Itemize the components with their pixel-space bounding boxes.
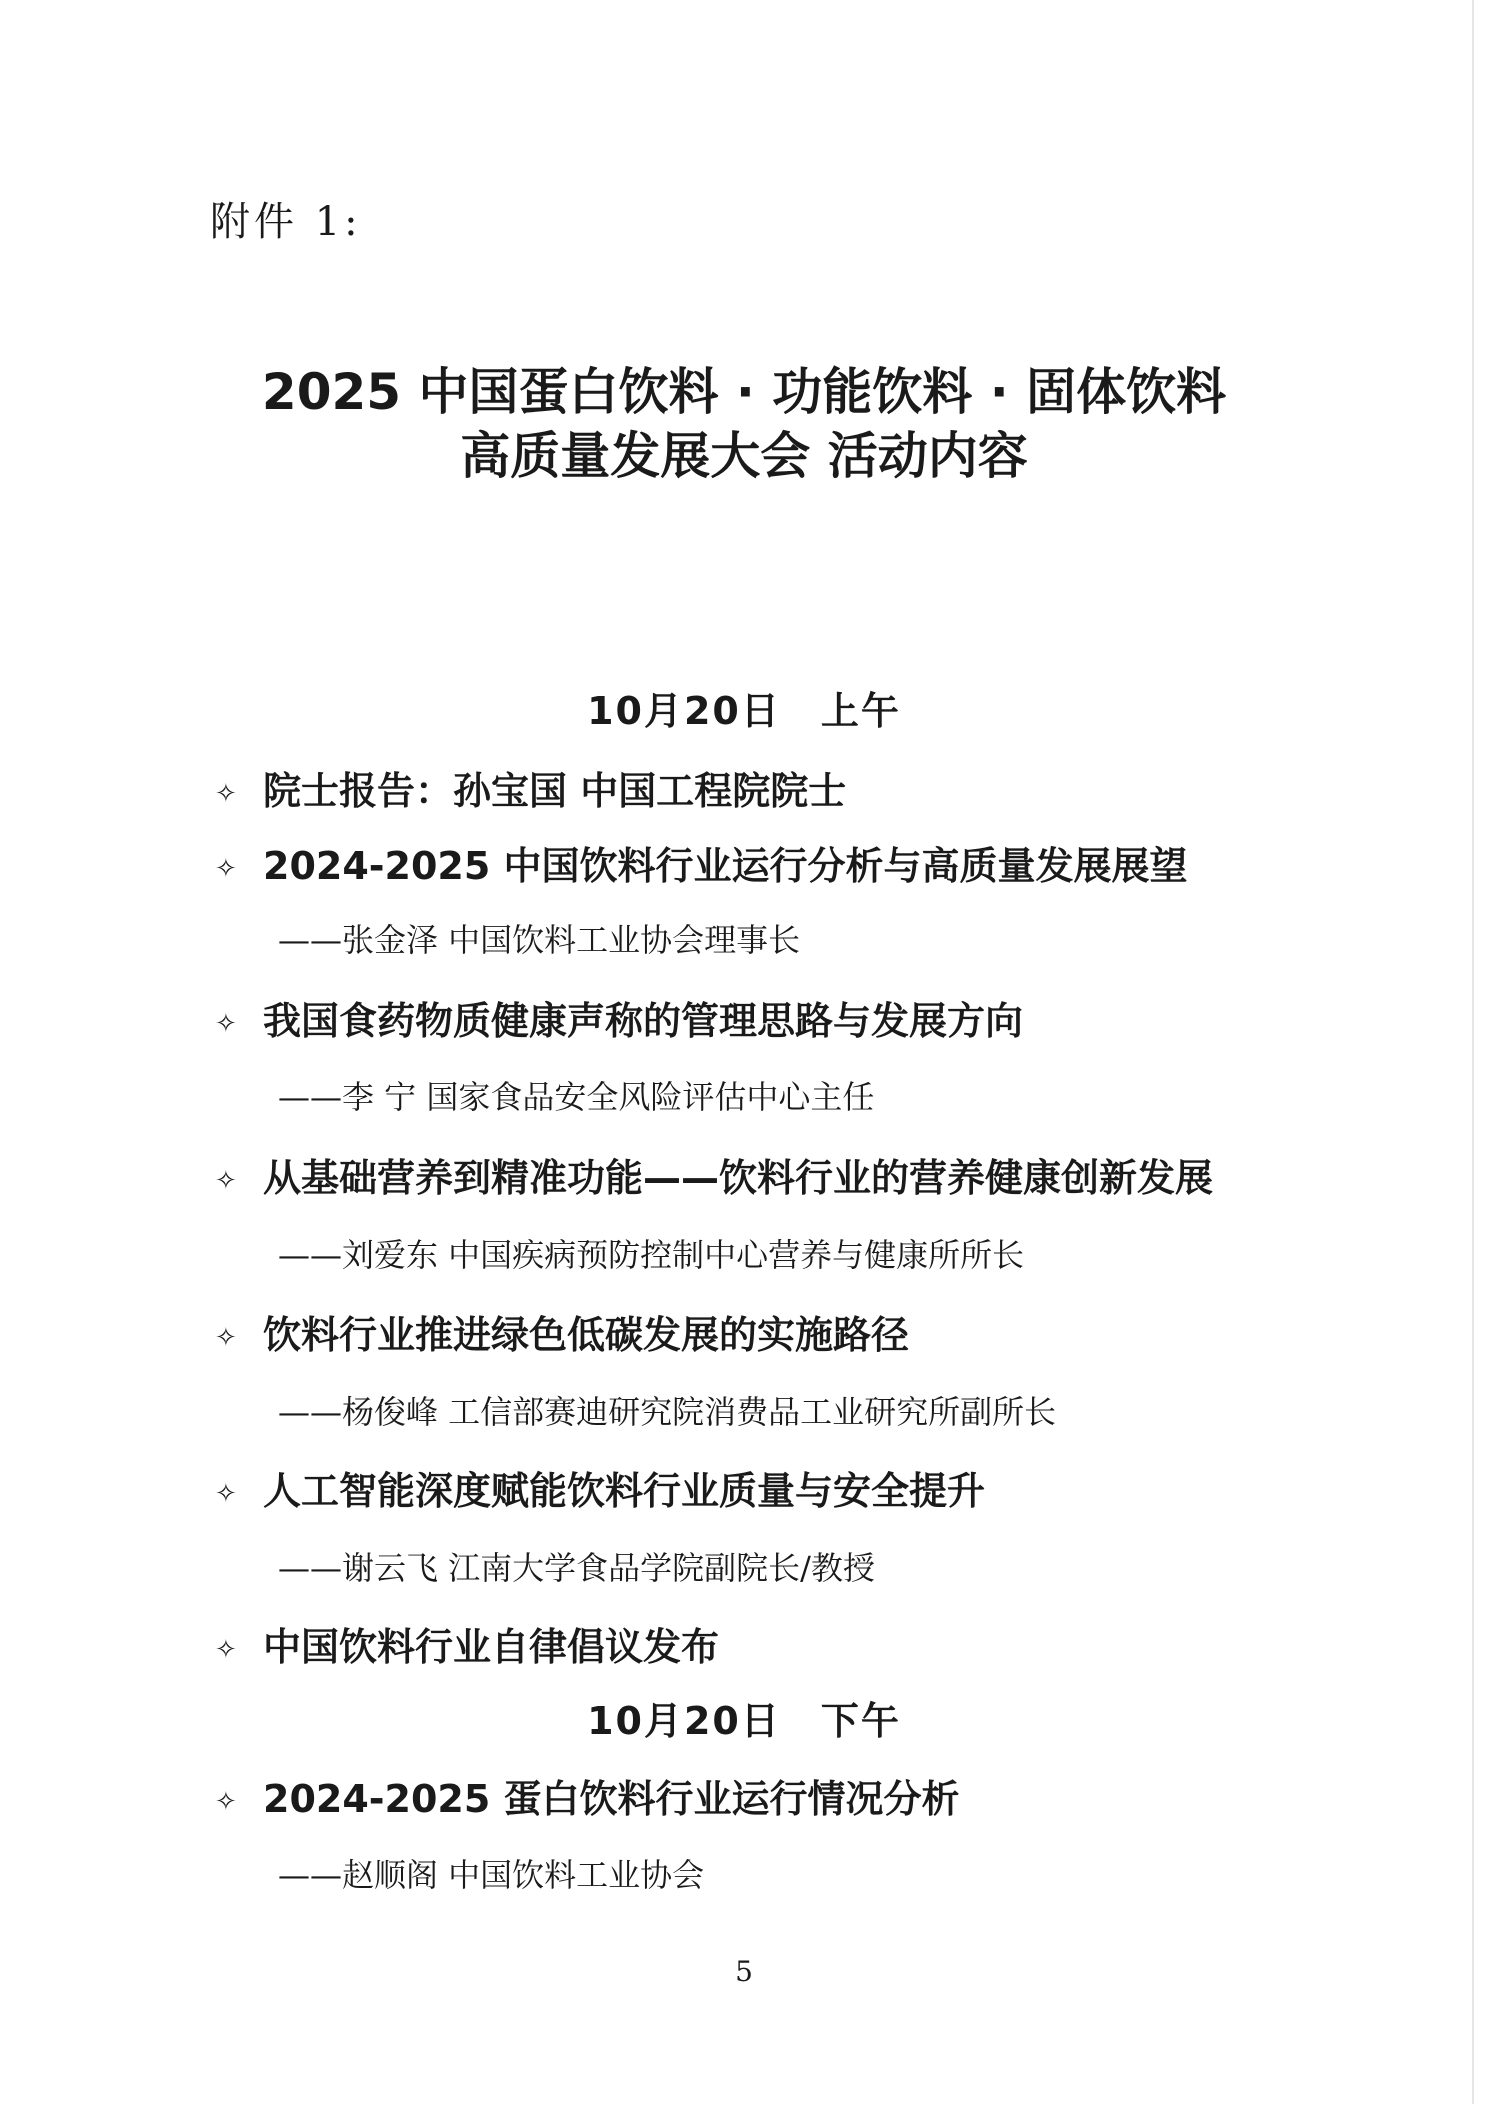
diamond-star-icon: ✧ bbox=[215, 1786, 237, 1817]
diamond-star-icon: ✧ bbox=[215, 1165, 237, 1196]
agenda-item bbox=[215, 1460, 1345, 1515]
document-title-line-2: 高质量发展大会 活动内容 bbox=[460, 427, 1028, 485]
agenda-item bbox=[215, 760, 1345, 815]
section-date: 10月20日 bbox=[587, 689, 781, 733]
agenda-item-title: 我国食药物质健康声称的管理思路与发展方向 bbox=[263, 999, 1024, 1043]
agenda-item-title: 饮料行业推进绿色低碳发展的实施路径 bbox=[263, 1313, 910, 1357]
agenda-item-title: 2024-2025 中国饮料行业运行分析与高质量发展展望 bbox=[263, 844, 1188, 888]
diamond-star-icon: ✧ bbox=[215, 1634, 237, 1665]
agenda-item-title: 2024-2025 蛋白饮料行业运行情况分析 bbox=[263, 1777, 960, 1821]
page-edge-line bbox=[1472, 0, 1474, 2104]
agenda-item-speaker: ——谢云飞 江南大学食品学院副院长/教授 bbox=[278, 1549, 875, 1587]
agenda-item-speaker: ——刘爱东 中国疾病预防控制中心营养与健康所所长 bbox=[278, 1236, 1025, 1274]
diamond-star-icon: ✧ bbox=[215, 853, 237, 884]
section-header-afternoon bbox=[0, 1690, 1488, 1745]
agenda-item bbox=[215, 835, 1345, 890]
agenda-item bbox=[215, 990, 1345, 1045]
section-period: 下午 bbox=[820, 1699, 901, 1743]
agenda-item-speaker: ——杨俊峰 工信部赛迪研究院消费品工业研究所副所长 bbox=[278, 1393, 1057, 1431]
agenda-item bbox=[215, 1147, 1345, 1202]
agenda-item bbox=[215, 1304, 1345, 1359]
agenda-item-title: 从基础营养到精准功能——饮料行业的营养健康创新发展 bbox=[263, 1156, 1214, 1200]
page-number: 5 bbox=[735, 1955, 753, 1988]
agenda-item-title: 中国饮料行业自律倡议发布 bbox=[263, 1625, 720, 1669]
document-title-line-1: 2025 中国蛋白饮料 · 功能饮料 · 固体饮料 bbox=[261, 363, 1227, 421]
agenda-item-title: 院士报告：孙宝国 中国工程院院士 bbox=[263, 769, 847, 813]
section-period: 上午 bbox=[820, 689, 901, 733]
diamond-star-icon: ✧ bbox=[215, 1322, 237, 1353]
diamond-star-icon: ✧ bbox=[215, 778, 237, 809]
agenda-item-speaker: ——赵顺阁 中国饮料工业协会 bbox=[278, 1856, 705, 1894]
attachment-label: 附件 1: bbox=[210, 199, 362, 245]
diamond-star-icon: ✧ bbox=[215, 1478, 237, 1509]
section-header-morning bbox=[0, 680, 1488, 735]
agenda-item bbox=[215, 1768, 1345, 1823]
section-date: 10月20日 bbox=[587, 1699, 781, 1743]
agenda-item-speaker: ——李 宁 国家食品安全风险评估中心主任 bbox=[278, 1078, 875, 1116]
agenda-item-speaker: ——张金泽 中国饮料工业协会理事长 bbox=[278, 921, 801, 959]
agenda-item-title: 人工智能深度赋能饮料行业质量与安全提升 bbox=[263, 1469, 986, 1513]
diamond-star-icon: ✧ bbox=[215, 1008, 237, 1039]
agenda-item bbox=[215, 1616, 1345, 1671]
